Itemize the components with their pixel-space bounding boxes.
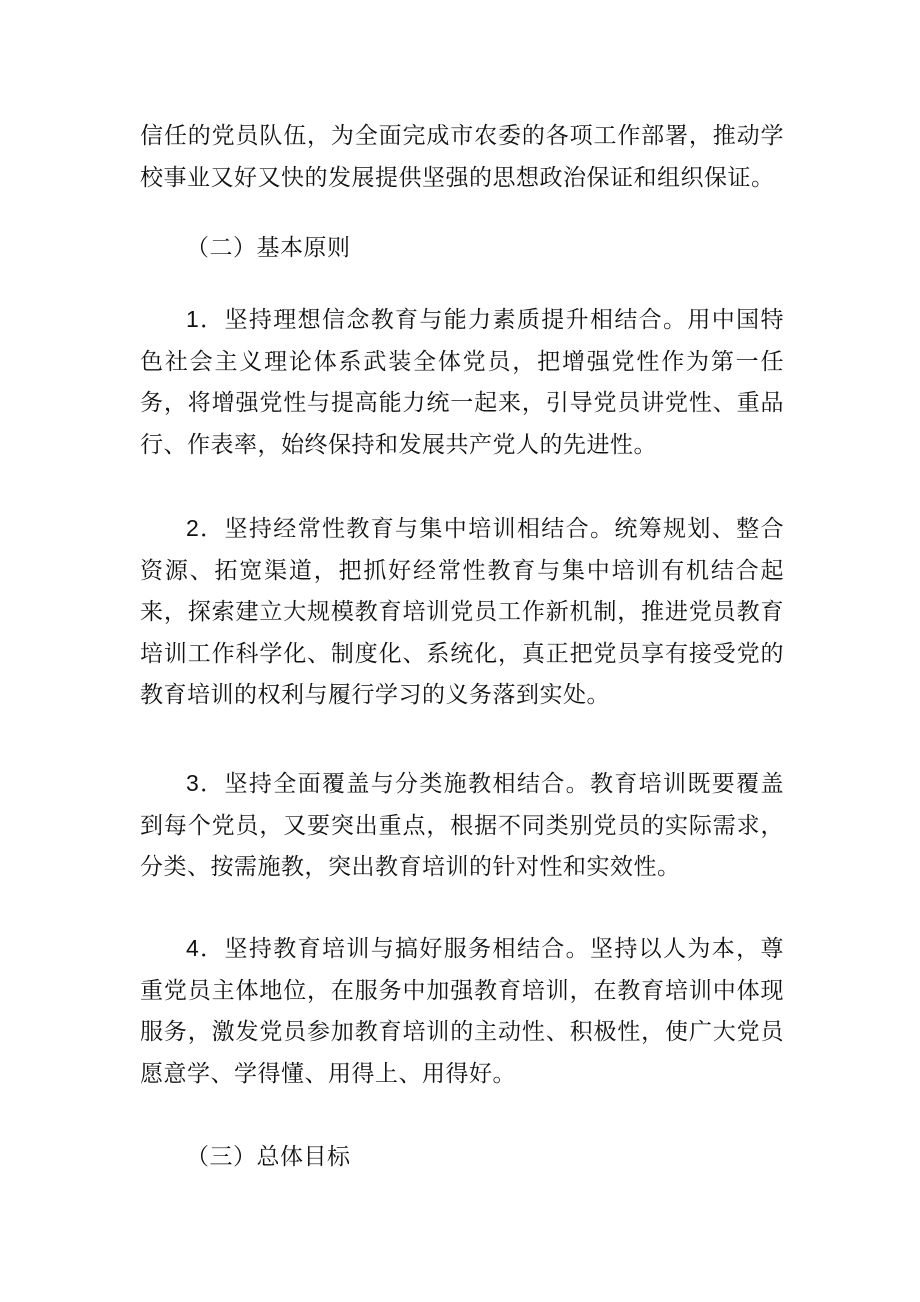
principle-1-text: ．坚持理想信念教育与能力素质提升相结合。用中国特色社会主义理论体系武装全体党员，把增强党性作为第一任务，将增强党性与提高能力统一起来，引导党员讲党性、重品行、作表率，始终保持和发展共产党人的先进性。 (140, 307, 784, 458)
principle-2-text: ．坚持经常性教育与集中培训相结合。统筹规划、整合资源、拓宽渠道，把抓好经常性教育与集中培训有机结合起来，探索建立大规模教育培训党员工作新机制，推进党员教育培训工作科学化、制度化、系统化，真正把党员享有接受党的教育培训的权利与履行学习的义务落到实处。 (140, 516, 784, 708)
principle-2-number: 2 (186, 515, 200, 541)
principle-1-number: 1 (186, 306, 200, 332)
principle-3-paragraph (140, 763, 784, 889)
principle-3-number: 3 (186, 770, 200, 796)
principle-1-paragraph (140, 299, 784, 466)
principle-4-text: ．坚持教育培训与搞好服务相结合。坚持以人为本，尊重党员主体地位，在服务中加强教育培训，在教育培训中体现服务，激发党员参加教育培训的主动性、积极性，使广大党员愿意学、学得懂、用得上、用得好。 (140, 936, 784, 1087)
principle-4-paragraph (140, 928, 784, 1095)
principle-2-paragraph (140, 508, 784, 717)
section-heading-overall-goals: （三）总体目标 (186, 1144, 351, 1170)
principle-3-text: ．坚持全面覆盖与分类施教相结合。教育培训既要覆盖到每个党员，又要突出重点，根据不同类别党员的实际需求，分类、按需施教，突出教育培训的针对性和实效性。 (140, 771, 784, 880)
paragraph-continuation: 信任的党员队伍，为全面完成市农委的各项工作部署，推动学校事业又好又快的发展提供坚强的思想政治保证和组织保证。 (140, 123, 784, 191)
section-heading-basic-principles: （二）基本原则 (186, 235, 351, 261)
principle-4-number: 4 (186, 935, 200, 961)
